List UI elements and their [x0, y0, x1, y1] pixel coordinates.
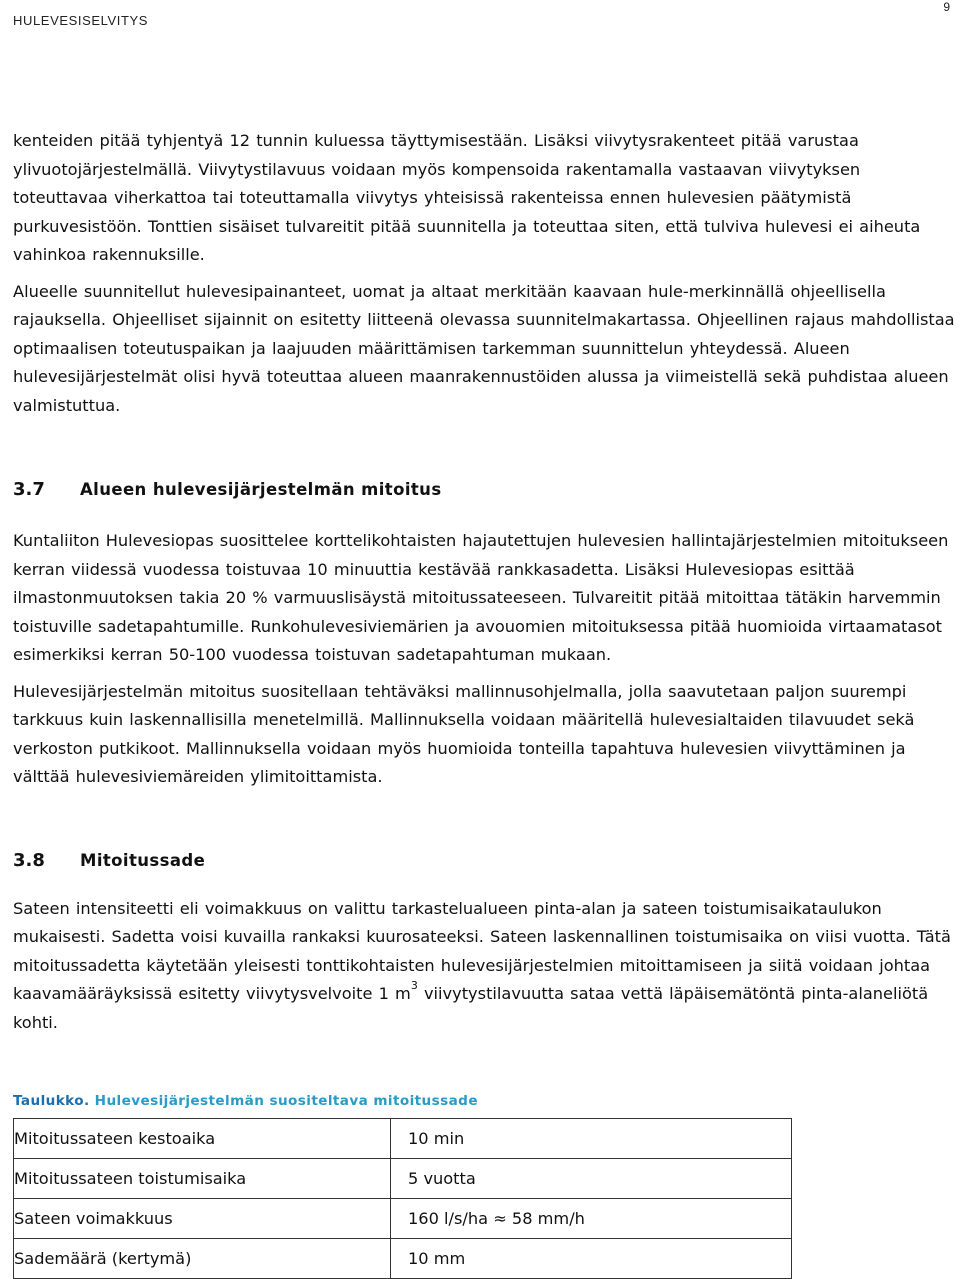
section-number: 3.8: [13, 849, 45, 871]
page-body: [13, 127, 957, 1279]
table-row: [14, 1159, 792, 1199]
running-header: HULEVESISELVITYS: [13, 13, 149, 28]
table-cell-label: Mitoitussateen kestoaika: [14, 1119, 391, 1159]
design-rain-table: [13, 1118, 792, 1279]
table-cell-value: 10 min: [391, 1119, 792, 1159]
section-title: Alueen hulevesijärjestelmän mitoitus: [80, 480, 442, 499]
section-title: Mitoitussade: [80, 850, 206, 870]
table-cell-value: 160 l/s/ha ≈ 58 mm/h: [391, 1199, 792, 1239]
section-heading-3-7: [13, 479, 957, 500]
table-caption: [13, 1093, 957, 1109]
table-row: [14, 1239, 792, 1279]
table-cell-label: Sateen voimakkuus: [14, 1199, 391, 1239]
page-number: 9: [943, 0, 950, 14]
section-3-7-paragraph-1: Kuntaliiton Hulevesiopas suosittelee korttelikohtaisten hajautettujen hulevesien hallintajärjestelmien mitoitukseen kerran viidessä vuodessa toistuvaa 10 minuuttia kestävää rankkasadetta. Lisäksi Hulevesiopas esittää ilmastonmuutoksen takia 20 % varmuuslisäystä mitoitussateeseen. Tulvareitit pitää mitoittaa tätäkin harvemmin toistuville sadetapahtumille. Runkohulevesiviemärien ja avouomien mitoituksessa pitää huomioida virtaamatasot esimerkiksi kerran 50-100 vuodessa toistuvan sadetapahtuman mukaan.: [13, 531, 949, 664]
table-cell-value: 5 vuotta: [391, 1159, 792, 1199]
section-3-8-paragraph-1: [13, 895, 957, 1038]
paragraph-text-end: viivytystilavuutta sataa vettä läpäisemätöntä pinta-alaneliötä kohti.: [13, 984, 929, 1032]
table-row: [14, 1119, 792, 1159]
table-row: [14, 1199, 792, 1239]
caption-label: Taulukko.: [13, 1093, 90, 1109]
intro-paragraph-1: kenteiden pitää tyhjentyä 12 tunnin kuluessa täyttymisestään. Lisäksi viivytysrakenteet pitää varustaa ylivuotojärjestelmällä. Viivytystilavuus voidaan myös kompensoida rakentamalla vastaavan viivytyksen toteuttavaa viherkattoa tai toteuttamalla viivytys yhteisissä rakenteissa ennen hulevesien päätymistä purkuvesistöön. Tonttien sisäiset tulvareitit pitää suunnitella ja toteuttaa siten, että tulviva hulevesi ei aiheuta vahinkoa rakennuksille.: [13, 131, 921, 264]
section-3-7-paragraph-2: Hulevesijärjestelmän mitoitus suositellaan tehtäväksi mallinnusohjelmalla, jolla saavutetaan paljon suurempi tarkkuus kuin laskennallisilla menetelmillä. Mallinnuksella voidaan määritellä hulevesialtaiden tilavuudet sekä verkoston putkikoot. Mallinnuksella voidaan myös huomioida tonteilla tapahtuva hulevesien viivyttäminen ja välttää hulevesiviemäreiden ylimitoittamista.: [13, 681, 915, 786]
section-number: 3.7: [13, 479, 45, 500]
paragraph-text: Sateen intensiteetti eli voimakkuus on valittu tarkastelualueen pinta-alan ja sateen toistumisaikataulukon mukaisesti. Sadetta voisi kuvailla rankaksi kuurosateeksi. Sateen laskennallinen toistumisaika on viisi vuotta. Tätä mitoitussadetta käytetään yleisesti tonttikohtaisten hulevesijärjestelmien mitoittamiseen ja siitä voidaan johtaa kaavamääräyksissä esitetty viivytysvelvoite 1 m: [13, 898, 951, 1003]
intro-paragraph-2: Alueelle suunnitellut hulevesipainanteet, uomat ja altaat merkitään kaavaan hule-merkinnällä ohjeellisella rajauksella. Ohjeelliset sijainnit on esitetty liitteenä olevassa suunnitelmakartassa. Ohjeellinen rajaus mahdollistaa optimaalisen toteutuspaikan ja laajuuden määrittämisen tarkemman suunnittelun yhteydessä. Alueen hulevesijärjestelmät olisi hyvä toteuttaa alueen maanrakennustöiden alussa ja viimeistellä sekä puhdistaa alueen valmistuttua.: [13, 281, 955, 415]
table-cell-label: Sademäärä (kertymä): [14, 1239, 391, 1279]
table-cell-label: Mitoitussateen toistumisaika: [14, 1159, 391, 1199]
superscript-unit: 3: [410, 979, 418, 992]
caption-text: Hulevesijärjestelmän suositeltava mitoitussade: [89, 1093, 478, 1109]
table-cell-value: 10 mm: [391, 1239, 792, 1279]
section-heading-3-8: [13, 850, 957, 871]
